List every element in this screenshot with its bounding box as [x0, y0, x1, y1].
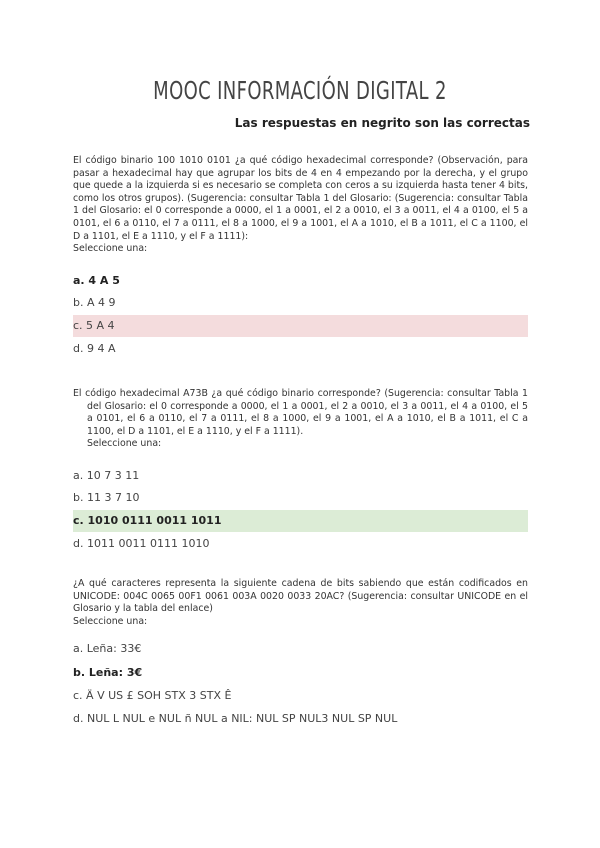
- question-3: [73, 578, 528, 628]
- question-2: [73, 388, 528, 451]
- option-d[interactable]: d. 9 4 A: [73, 342, 116, 355]
- question-prompt: Seleccione una:: [87, 438, 162, 450]
- option-a[interactable]: a. 10 7 3 11: [73, 469, 140, 482]
- question-text: El código hexadecimal A73B ¿a qué código binario corresponde? (Sugerencia: consultar Tabla 1 del Glosario: el 0 corresponde a 0000, el 1 a 0001, el 2 a 0010, el 3 a 0011, el 4 a 0100, el 5 a 0101, el 6 a 0110, el 7 a 0111, el 8 a 1000, el 9 a 1001, el A a 1010, el B a 1011, el C a 1100, el D a 1101, el E a 1110, y el F a 1111).: [73, 388, 528, 437]
- option-b[interactable]: b. A 4 9: [73, 296, 116, 309]
- question-1: [73, 155, 528, 256]
- page-title: MOOC INFORMACIÓN DIGITAL 2: [153, 76, 447, 105]
- option-d[interactable]: d. 1011 0011 0111 1010: [73, 537, 210, 550]
- question-text: ¿A qué caracteres representa la siguiente cadena de bits sabiendo que están codificados en UNICODE: 004C 0065 00F1 0061 003A 0020 0033 20AC? (Sugerencia: consultar UNICODE en el Glosario y la tabla del enlace): [73, 578, 528, 615]
- option-a[interactable]: a. 4 A 5: [73, 274, 120, 287]
- question-prompt: Seleccione una:: [73, 243, 148, 255]
- option-d[interactable]: d. NUL L NUL e NUL ñ NUL a NIL: NUL SP NUL3 NUL SP NUL: [73, 712, 398, 725]
- option-b[interactable]: b. Leña: 3€: [73, 666, 143, 679]
- option-c[interactable]: c. 1010 0111 0011 1011: [73, 510, 528, 532]
- question-text: El código binario 100 1010 0101 ¿a qué código hexadecimal corresponde? (Observación, para pasar a hexadecimal hay que agrupar los bits de 4 en 4 empezando por la derecha, y el grupo que quede a la izquierda si es necesario se completa con ceros a su izquierda hasta tener 4 bits, como los otros grupos). (Sugerencia: consultar Tabla 1 del Glosario: (Sugerencia: consultar Tabla 1 del Glosario: el 0 corresponde a 0000, el 1 a 0001, el 2 a 0010, el 3 a 0011, el 4 a 0100, el 5 a 0101, el 6 a 0110, el 7 a 0111, el 8 a 1000, el 9 a 1001, el A a 1010, el B a 1011, el C a 1100, el D a 1101, el E a 1110, y el F a 1111):: [73, 155, 528, 242]
- question-prompt: Seleccione una:: [73, 615, 148, 627]
- option-a[interactable]: a. Leña: 33€: [73, 642, 142, 655]
- page-subtitle: Las respuestas en negrito son las correctas: [234, 116, 530, 130]
- option-c[interactable]: c. 5 A 4: [73, 315, 528, 337]
- option-c[interactable]: c. Ä V US £ SOH STX 3 STX Ê: [73, 689, 232, 702]
- option-b[interactable]: b. 11 3 7 10: [73, 491, 140, 504]
